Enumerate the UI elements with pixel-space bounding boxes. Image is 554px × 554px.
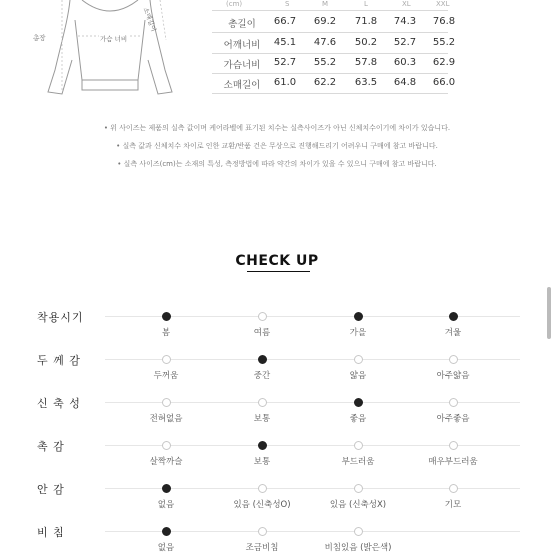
row-label: 어깨너비: [223, 40, 261, 51]
unselected-radio-dot: [449, 441, 458, 450]
chest-label: 가슴 너비: [100, 35, 128, 43]
unselected-radio-dot: [354, 355, 363, 364]
table-cell: 52.7: [273, 57, 297, 68]
unselected-radio-dot: [162, 398, 171, 407]
unselected-radio-dot: [449, 355, 458, 364]
checkup-title-underline: [247, 271, 310, 272]
size-header-xl: XL: [402, 0, 411, 8]
checkup-category-label: 신 축 성: [37, 397, 81, 410]
checkup-option-label: 전혀없음: [149, 414, 183, 424]
table-cell: 52.7: [393, 37, 417, 48]
unselected-radio-dot: [354, 527, 363, 536]
checkup-option-label: 좋음: [349, 414, 367, 424]
selected-radio-dot: [354, 398, 363, 407]
table-divider: [212, 10, 448, 11]
unselected-radio-dot: [258, 312, 267, 321]
checkup-option-label: 겨울: [444, 328, 462, 338]
table-cell: 63.5: [354, 77, 378, 88]
checkup-option-label: 매우부드러움: [428, 457, 478, 467]
checkup-option-label: 없음: [157, 543, 175, 553]
table-divider: [212, 73, 448, 74]
checkup-option-label: 비침있음 (밝은색): [324, 543, 392, 553]
checkup-category-label: 촉 감: [37, 440, 65, 453]
size-header-xxl: XXL: [436, 0, 450, 8]
checkup-option-label: 중간: [253, 371, 271, 381]
checkup-option-label: 가을: [349, 328, 367, 338]
table-cell: 60.3: [393, 57, 417, 68]
checkup-category-label: 착용시기: [37, 311, 84, 324]
checkup-category-label: 안 감: [37, 483, 65, 496]
checkup-option-label: 여름: [253, 328, 271, 338]
checkup-option-label: 봄: [161, 328, 171, 338]
checkup-option-label: 부드러움: [341, 457, 375, 467]
table-cell: 57.8: [354, 57, 378, 68]
note-line: • 실측 사이즈(cm)는 소재의 특성, 측정방법에 따라 약간의 차이가 있을 수 있으니 구매에 참고 바랍니다.: [117, 160, 437, 168]
unselected-radio-dot: [449, 484, 458, 493]
size-unit-label: (cm): [226, 0, 243, 8]
checkup-option-label: 두꺼움: [153, 371, 179, 381]
table-cell: 55.2: [432, 37, 456, 48]
table-cell: 61.0: [273, 77, 297, 88]
checkup-option-label: 보통: [253, 457, 271, 467]
size-header-s: S: [285, 0, 290, 8]
checkup-option-label: 기모: [444, 500, 462, 510]
table-cell: 62.2: [313, 77, 337, 88]
table-divider: [212, 32, 448, 33]
table-cell: 71.8: [354, 16, 378, 27]
unselected-radio-dot: [162, 441, 171, 450]
checkup-option-label: 없음: [157, 500, 175, 510]
selected-radio-dot: [162, 484, 171, 493]
selected-radio-dot: [258, 441, 267, 450]
table-cell: 50.2: [354, 37, 378, 48]
unselected-radio-dot: [354, 441, 363, 450]
note-line: • 실측 값과 신체치수 차이로 인한 교환/반품 건은 무상으로 진행해드리기 어려우니 구매에 참고 바랍니다.: [116, 142, 438, 150]
checkup-option-label: 아주얇음: [436, 371, 470, 381]
unselected-radio-dot: [258, 527, 267, 536]
checkup-title: CHECK UP: [235, 253, 319, 269]
checkup-option-label: 있음 (신축성X): [329, 500, 387, 510]
checkup-option-label: 살짝까슬: [149, 457, 183, 467]
checkup-option-label: 조금비침: [245, 543, 279, 553]
table-cell: 66.7: [273, 16, 297, 27]
row-label: 소매길이: [223, 80, 261, 91]
size-header-l: L: [364, 0, 368, 8]
table-cell: 55.2: [313, 57, 337, 68]
row-label: 총길이: [228, 19, 256, 30]
checkup-category-label: 두 께 감: [37, 354, 81, 367]
checkup-option-label: 보통: [253, 414, 271, 424]
table-cell: 76.8: [432, 16, 456, 27]
page-scrollbar[interactable]: [547, 287, 551, 339]
unselected-radio-dot: [162, 355, 171, 364]
selected-radio-dot: [162, 312, 171, 321]
table-divider: [212, 53, 448, 54]
table-cell: 47.6: [313, 37, 337, 48]
note-line: • 위 사이즈는 제품의 실측 값이며 케어라벨에 표기된 치수는 실측사이즈가 아닌 신체치수이기에 차이가 있습니다.: [103, 124, 451, 132]
row-label: 가슴너비: [223, 60, 261, 71]
table-cell: 69.2: [313, 16, 337, 27]
table-cell: 62.9: [432, 57, 456, 68]
garment-diagram: [0, 0, 200, 100]
table-cell: 74.3: [393, 16, 417, 27]
selected-radio-dot: [449, 312, 458, 321]
unselected-radio-dot: [449, 398, 458, 407]
table-cell: 64.8: [393, 77, 417, 88]
unselected-radio-dot: [258, 484, 267, 493]
selected-radio-dot: [354, 312, 363, 321]
selected-radio-dot: [162, 527, 171, 536]
table-cell: 66.0: [432, 77, 456, 88]
checkup-option-label: 있음 (신축성O): [233, 500, 291, 510]
checkup-option-label: 얇음: [349, 371, 367, 381]
length-label: 총장: [33, 34, 46, 42]
unselected-radio-dot: [258, 398, 267, 407]
size-header-m: M: [322, 0, 329, 8]
table-divider: [212, 93, 448, 94]
table-cell: 45.1: [273, 37, 297, 48]
checkup-category-label: 비 침: [37, 526, 65, 539]
sleeve-label: 소매길이: [141, 6, 158, 33]
selected-radio-dot: [258, 355, 267, 364]
unselected-radio-dot: [354, 484, 363, 493]
sweater-outline: [0, 0, 200, 100]
checkup-option-label: 아주좋음: [436, 414, 470, 424]
